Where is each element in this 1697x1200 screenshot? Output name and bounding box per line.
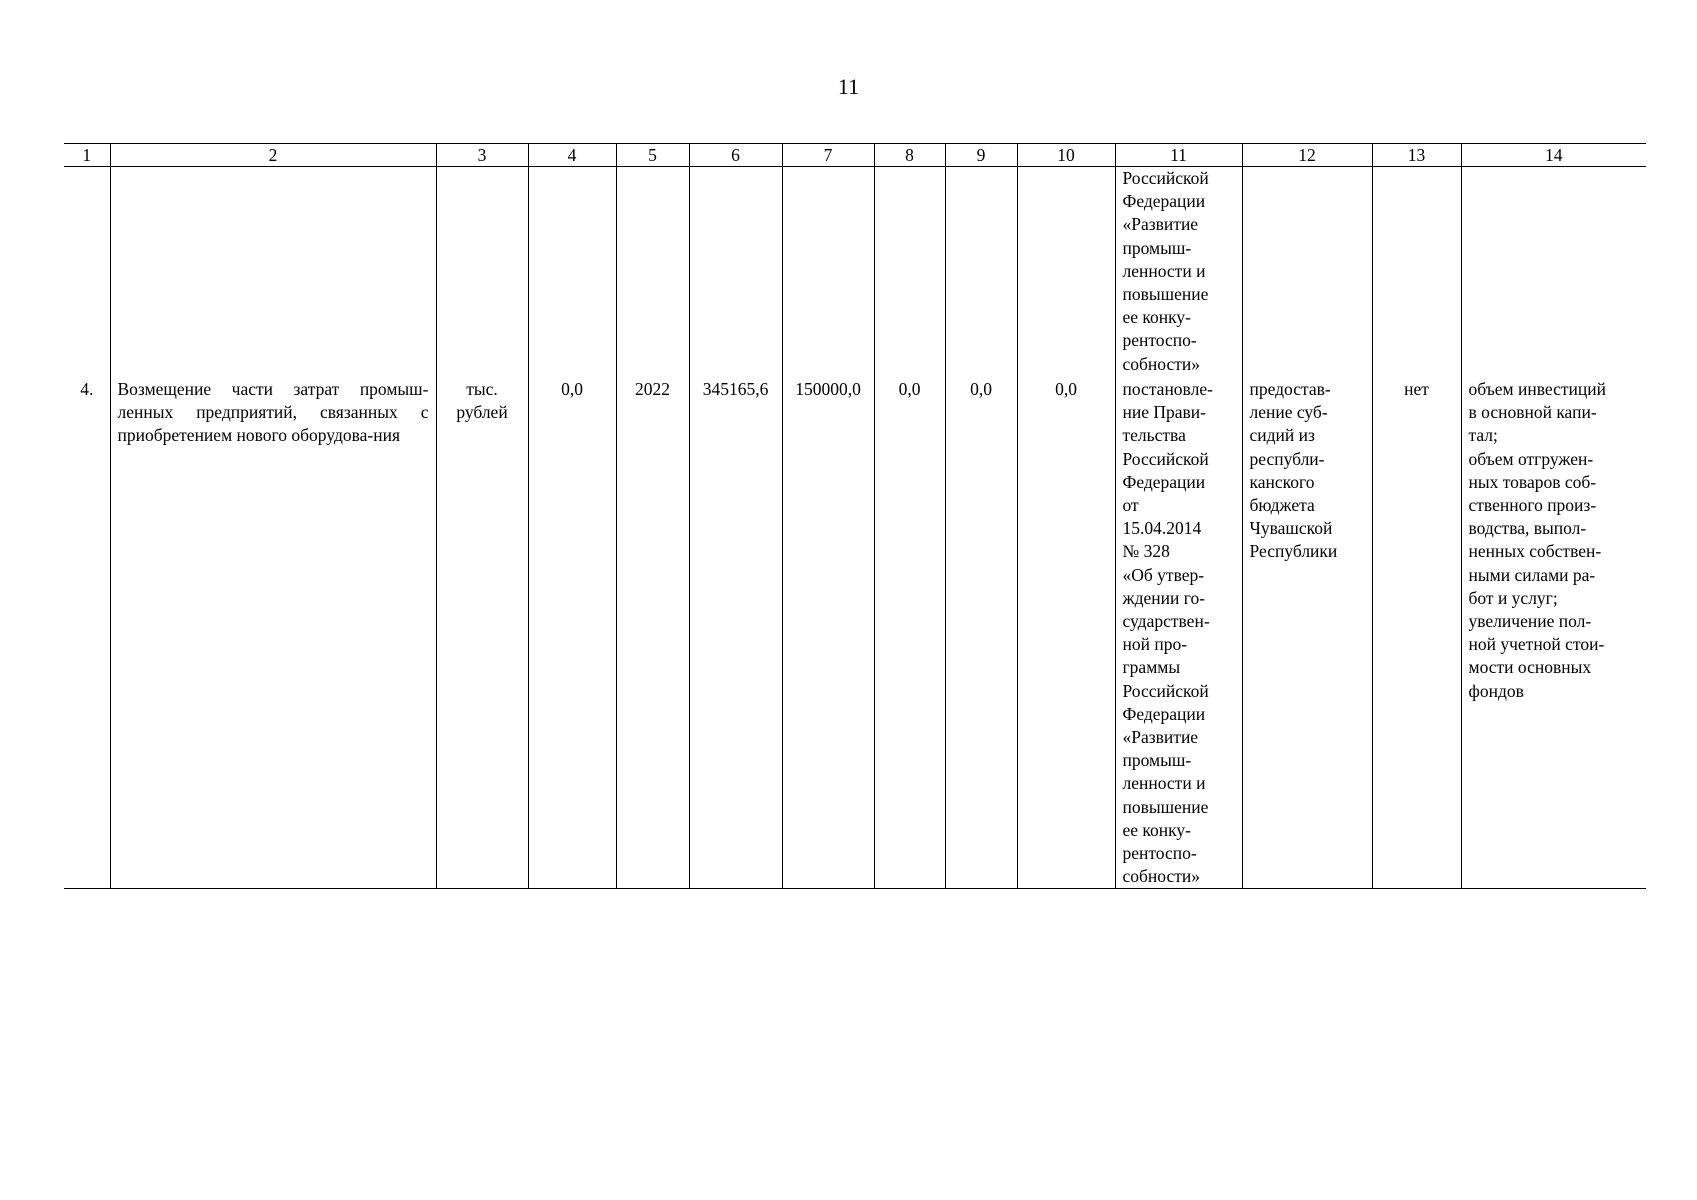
value-col13: нет: [1372, 378, 1461, 889]
table-row: [64, 378, 1646, 889]
table-cell: [528, 167, 616, 379]
header-cell-2: 2: [110, 144, 436, 167]
value-col9: 0,0: [945, 378, 1017, 889]
value-col7: 150000,0: [782, 378, 874, 889]
value-col10: 0,0: [1017, 378, 1115, 889]
program-table: [64, 143, 1646, 889]
table-cell: [436, 167, 528, 379]
value-col4: 0,0: [528, 378, 616, 889]
value-col6: 345165,6: [689, 378, 782, 889]
unit-of-measure: тыс. рублей: [436, 378, 528, 889]
measure-name: Возмещение части затрат промыш-ленных предприятий, связанных с приобретением нового оборудова-ния: [110, 378, 436, 889]
table-cell: [1017, 167, 1115, 379]
header-cell-11: 11: [1115, 144, 1242, 167]
table-cell: [616, 167, 689, 379]
header-cell-10: 10: [1017, 144, 1115, 167]
table-cell: [1461, 167, 1646, 379]
legal-basis: постановле- ние Прави- тельства Российской Федерации от 15.04.2014 № 328 «Об утвер- ждении го- сударствен- ной про- граммы Российской Федерации «Развитие промыш- ленности и повышение ее конку- рентоспо- собности»: [1115, 378, 1242, 889]
header-cell-7: 7: [782, 144, 874, 167]
table-cell: [1242, 167, 1372, 379]
row-index: 4.: [64, 378, 110, 889]
header-cell-13: 13: [1372, 144, 1461, 167]
page-number: 11: [837, 74, 860, 99]
value-col8: 0,0: [874, 378, 945, 889]
header-cell-12: 12: [1242, 144, 1372, 167]
header-cell-1: 1: [64, 144, 110, 167]
header-cell-14: 14: [1461, 144, 1646, 167]
header-cell-8: 8: [874, 144, 945, 167]
year: 2022: [616, 378, 689, 889]
table-cell: [1372, 167, 1461, 379]
indicators: объем инвестиций в основной капи- тал; объем отгружен- ных товаров соб- ственного произ- водства, выпол- ненных собствен- ными силами ра- бот и услуг; увеличение пол- ной учетной стои- мости основных фондов: [1461, 378, 1646, 889]
table-cell: [945, 167, 1017, 379]
support-mechanism: предостав- ление суб- сидий из республи- канского бюджета Чувашской Республики: [1242, 378, 1372, 889]
continuation-row: [64, 167, 1646, 379]
table-cell: [782, 167, 874, 379]
header-row: [64, 144, 1646, 167]
table-cell: [874, 167, 945, 379]
header-cell-5: 5: [616, 144, 689, 167]
header-cell-4: 4: [528, 144, 616, 167]
header-cell-9: 9: [945, 144, 1017, 167]
table-cell: [110, 167, 436, 379]
table-cell: [64, 167, 110, 379]
header-cell-6: 6: [689, 144, 782, 167]
table-cell: [689, 167, 782, 379]
header-cell-3: 3: [436, 144, 528, 167]
continuation-legal-basis: Российской Федерации «Развитие промыш- ленности и повышение ее конку- рентоспо- собности»: [1115, 167, 1242, 379]
